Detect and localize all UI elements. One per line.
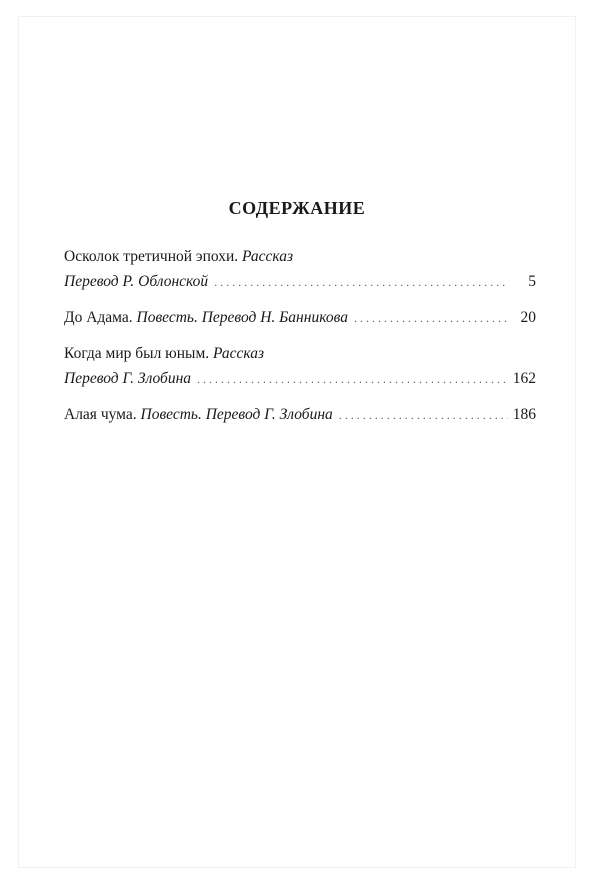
- toc-entry-title-line: [64, 341, 536, 366]
- toc-entry-title-line: [64, 305, 536, 331]
- toc-entry-page-number: 186: [512, 406, 536, 423]
- toc-leader-dots: [197, 367, 508, 392]
- toc-entry-translator: Перевод Н. Банникова: [201, 309, 348, 326]
- toc-leader-dots: [354, 306, 509, 331]
- toc-entry-page-number: 5: [528, 273, 536, 290]
- toc-entry-genre: Повесть.: [140, 406, 202, 423]
- toc-leader-dots: [214, 270, 509, 295]
- toc-entry-title-line: [64, 244, 536, 269]
- page-frame: [18, 16, 576, 868]
- toc-heading: СОДЕРЖАНИЕ: [228, 198, 366, 218]
- toc-entry-translator: Перевод Р. Облонской: [64, 273, 209, 290]
- toc-entry-translator: Перевод Г. Злобина: [64, 370, 192, 387]
- toc-entry-detail-line: [64, 366, 536, 392]
- toc-entry-title: Алая чума.: [64, 406, 137, 423]
- toc-entry-title: Когда мир был юным.: [64, 345, 210, 362]
- toc-entry-oskolok[interactable]: [64, 244, 536, 295]
- table-of-contents: [64, 244, 536, 438]
- toc-entry-detail-line: [64, 269, 536, 295]
- toc-entry-title-line: [64, 402, 536, 428]
- toc-entry-genre: Рассказ: [242, 248, 294, 265]
- toc-entry-page-number: 20: [520, 309, 536, 326]
- toc-entry-genre: Повесть.: [136, 309, 198, 326]
- toc-entry-alaya-chuma[interactable]: [64, 402, 536, 428]
- toc-entry-title: До Адама.: [64, 309, 133, 326]
- toc-entry-page-number: 162: [512, 370, 536, 387]
- toc-entry-genre: Рассказ: [213, 345, 265, 362]
- toc-entry-translator: Перевод Г. Злобина: [205, 406, 333, 423]
- toc-entry-kogda-mir[interactable]: [64, 341, 536, 392]
- toc-leader-dots: [339, 403, 508, 428]
- toc-entry-title: Осколок третичной эпохи.: [64, 248, 239, 265]
- toc-entry-do-adama[interactable]: [64, 305, 536, 331]
